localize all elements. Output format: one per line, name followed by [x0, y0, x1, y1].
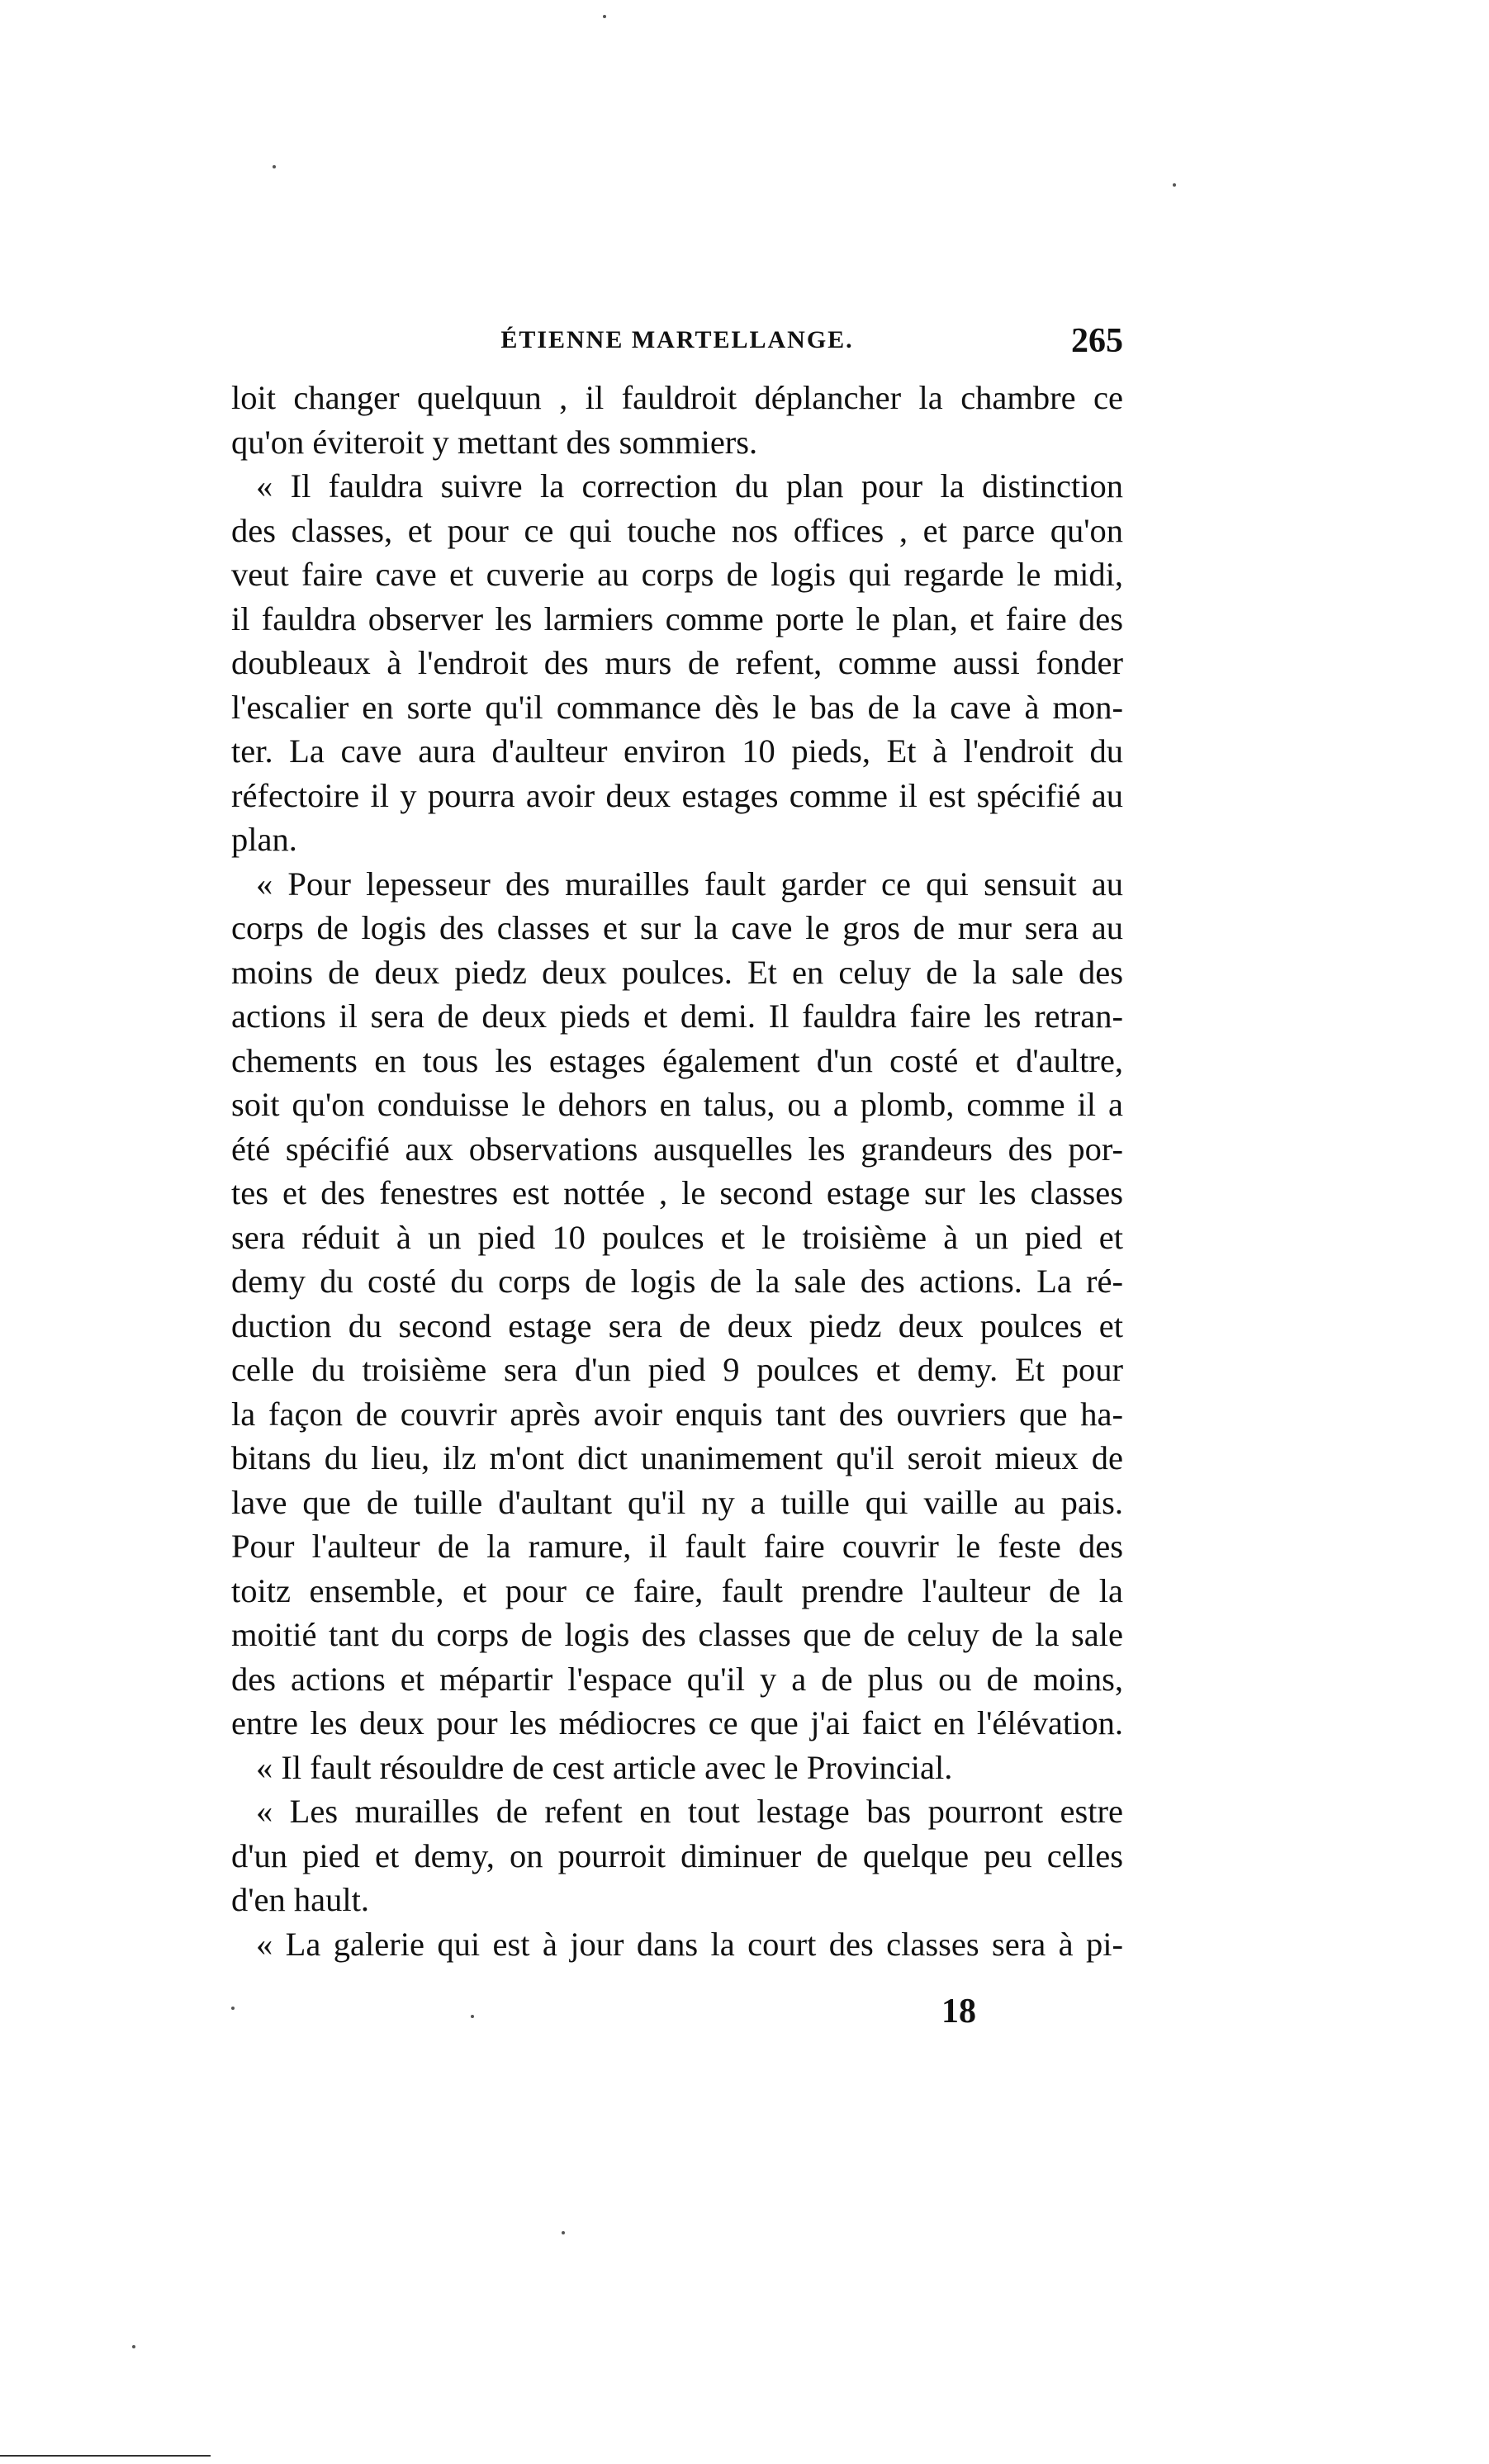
- text-line: lave que de tuille d'aultant qu'il ny a tuille qui vaille au pais.: [231, 1483, 1123, 1521]
- text-line: doubleaux à l'endroit des murs de refent, comme aussi fonder: [231, 644, 1123, 681]
- text-line: veut faire cave et cuverie au corps de logis qui regarde le midi,: [231, 556, 1123, 593]
- speck: [1173, 183, 1176, 187]
- text-line: il fauldra observer les larmiers comme porte le plan, et faire des: [231, 599, 1123, 637]
- text-line: moins de deux piedz deux poulces. Et en celuy de la sale des: [231, 953, 1123, 991]
- signature-mark: 18: [941, 1993, 976, 2030]
- text-line: d'en hault.: [231, 1881, 370, 1918]
- speck: [603, 15, 606, 18]
- text-line: d'un pied et demy, on pourroit diminuer de quelque peu celles: [231, 1836, 1123, 1874]
- text-line: des classes, et pour ce qui touche nos offices , et parce qu'on: [231, 511, 1123, 549]
- text-line: moitié tant du corps de logis des classes que de celuy de la sale: [231, 1616, 1123, 1653]
- text-line: « Il fault résouldre de cest article avec le Provincial.: [256, 1748, 953, 1786]
- speck: [132, 2345, 135, 2348]
- text-line: ter. La cave aura d'aulteur environ 10 pieds, Et à l'endroit du: [231, 732, 1123, 770]
- speck: [231, 2007, 235, 2010]
- text-line: des actions et mépartir l'espace qu'il y a de plus ou de moins,: [231, 1660, 1123, 1698]
- text-line: « Les murailles de refent en tout lestage bas pourront estre: [256, 1793, 1123, 1830]
- text-line: loit changer quelquun , il fauldroit déplancher la chambre ce: [231, 379, 1123, 416]
- bottom-edge-rule: [0, 2455, 211, 2457]
- text-line: bitans du lieu, ilz m'ont dict unanimement qu'il seroit mieux de: [231, 1439, 1123, 1476]
- page-header: [231, 322, 1123, 367]
- text-line: tes et des fenestres est nottée , le second estage sur les classes: [231, 1174, 1123, 1211]
- text-line: chements en tous les estages également d'un costé et d'aultre,: [231, 1041, 1123, 1079]
- text-line: qu'on éviteroit y mettant des sommiers.: [231, 423, 758, 461]
- running-title: ÉTIENNE MARTELLANGE.: [500, 326, 854, 353]
- text-line: « Pour lepesseur des murailles fault garder ce qui sensuit au: [256, 865, 1123, 903]
- speck: [562, 2231, 565, 2234]
- text-line: toitz ensemble, et pour ce faire, fault prendre l'aulteur de la: [231, 1571, 1123, 1609]
- text-line: été spécifié aux observations ausquelles les grandeurs des por-: [231, 1130, 1123, 1168]
- text-line: corps de logis des classes et sur la cave le gros de mur sera au: [231, 909, 1123, 946]
- text-line: Pour l'aulteur de la ramure, il fault faire couvrir le feste des: [231, 1528, 1123, 1565]
- text-line: celle du troisième sera d'un pied 9 poulces et demy. Et pour: [231, 1351, 1123, 1388]
- text-line: entre les deux pour les médiocres ce que j'ai faict en l'élévation.: [231, 1704, 1123, 1741]
- speck: [471, 2015, 474, 2018]
- text-line: « La galerie qui est à jour dans la court des classes sera à pi-: [256, 1925, 1123, 1963]
- text-line: actions il sera de deux pieds et demi. Il fauldra faire les retran-: [231, 997, 1123, 1035]
- text-line: soit qu'on conduisse le dehors en talus, ou a plomb, comme il a: [231, 1086, 1123, 1123]
- text-line: l'escalier en sorte qu'il commance dès le bas de la cave à mon-: [231, 688, 1123, 726]
- speck: [273, 165, 276, 168]
- page-number: 265: [1071, 322, 1123, 360]
- text-line: duction du second estage sera de deux piedz deux poulces et: [231, 1306, 1123, 1344]
- text-line: la façon de couvrir après avoir enquis tant des ouvriers que ha-: [231, 1395, 1123, 1433]
- text-line: « Il fauldra suivre la correction du plan pour la distinction: [256, 467, 1123, 505]
- body-text: [231, 376, 1123, 1966]
- text-line: sera réduit à un pied 10 poulces et le troisième à un pied et: [231, 1218, 1123, 1256]
- text-line: demy du costé du corps de logis de la sale des actions. La ré-: [231, 1263, 1123, 1300]
- text-line: réfectoire il y pourra avoir deux estages comme il est spécifié au: [231, 776, 1123, 814]
- text-line: plan.: [231, 821, 297, 858]
